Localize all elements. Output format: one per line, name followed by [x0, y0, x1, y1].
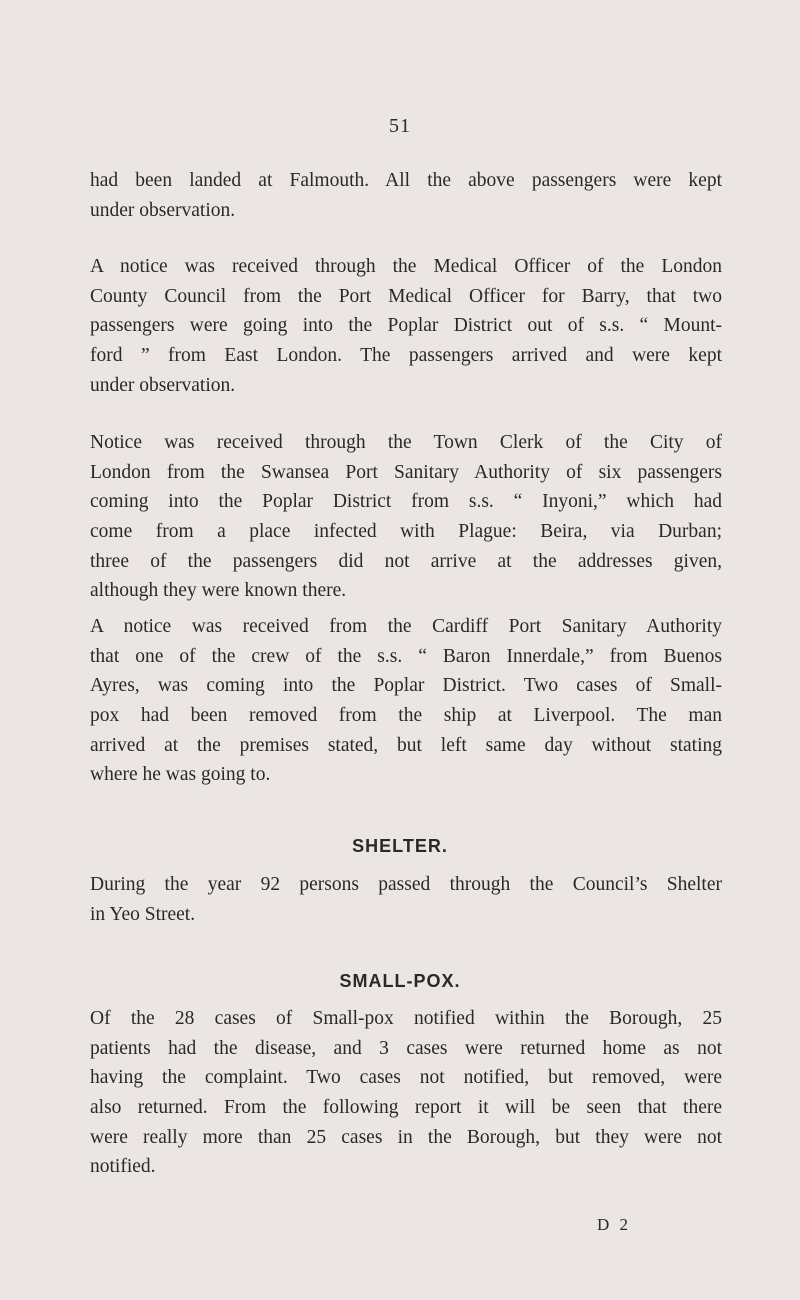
paragraph: [90, 166, 722, 225]
paragraph: [90, 612, 722, 790]
paragraph-inyoni: [90, 428, 722, 606]
text-line: Notice was received through the Town Clerk of the City of: [90, 432, 722, 453]
text-line: A notice was received through the Medical Officer of the London: [90, 256, 722, 277]
paragraph-mountford: [90, 252, 722, 400]
text-line: Of the 28 cases of Small-pox notified within the Borough, 25: [90, 1008, 722, 1029]
page-number: 51: [389, 115, 411, 137]
text-line: London from the Swansea Port Sanitary Authority of six passengers: [90, 461, 722, 483]
paragraph-baron-innerdale: [90, 612, 722, 790]
text-line: ford ” from East London. The passengers arrived and were kept: [90, 345, 722, 367]
text-line: also returned. From the following report it will be seen that there: [90, 1097, 722, 1119]
text-line: under observation.: [90, 374, 236, 396]
text-line: in Yeo Street.: [90, 903, 196, 925]
text-line: patients had the disease, and 3 cases were returned home as not: [90, 1037, 722, 1059]
paragraph: [90, 870, 722, 929]
text-line: pox had been removed from the ship at Liverpool. The man: [90, 705, 722, 727]
text-line: three of the passengers did not arrive at the addresses given,: [90, 550, 722, 572]
text-line: having the complaint. Two cases not notified, but removed, were: [90, 1067, 722, 1089]
text-line: notified.: [90, 1156, 156, 1178]
text-line: where he was going to.: [90, 764, 271, 786]
text-line: had been landed at Falmouth. All the above passengers were kept: [90, 170, 722, 191]
text-line: were really more than 25 cases in the Borough, but they were not: [90, 1126, 722, 1148]
text-line: passengers were going into the Poplar District out of s.s. “ Mount-: [90, 315, 722, 337]
paragraph-smallpox: [90, 1004, 722, 1182]
text-line: although they were known there.: [90, 580, 347, 602]
signature-mark: D 2: [597, 1215, 632, 1234]
section-heading-shelter: SHELTER.: [352, 836, 448, 856]
paragraph: [90, 428, 722, 606]
text-line: During the year 92 persons passed through the Council’s Shelter: [90, 874, 722, 895]
text-line: come from a place infected with Plague: Beira, via Durban;: [90, 521, 722, 543]
paragraph-falmouth: [90, 166, 722, 225]
text-line: County Council from the Port Medical Officer for Barry, that two: [90, 285, 722, 307]
section-heading-smallpox: SMALL-POX.: [339, 971, 461, 991]
text-line: that one of the crew of the s.s. “ Baron Innerdale,” from Buenos: [90, 645, 722, 667]
paragraph-shelter: [90, 870, 722, 929]
paragraph: [90, 1004, 722, 1182]
text-line: arrived at the premises stated, but left same day without stating: [90, 734, 722, 756]
text-line: Ayres, was coming into the Poplar District. Two cases of Small-: [90, 675, 722, 697]
text-line: coming into the Poplar District from s.s. “ Inyoni,” which had: [90, 491, 722, 513]
text-line: under observation.: [90, 199, 236, 221]
paragraph: [90, 252, 722, 400]
text-line: A notice was received from the Cardiff Port Sanitary Authority: [90, 616, 722, 637]
